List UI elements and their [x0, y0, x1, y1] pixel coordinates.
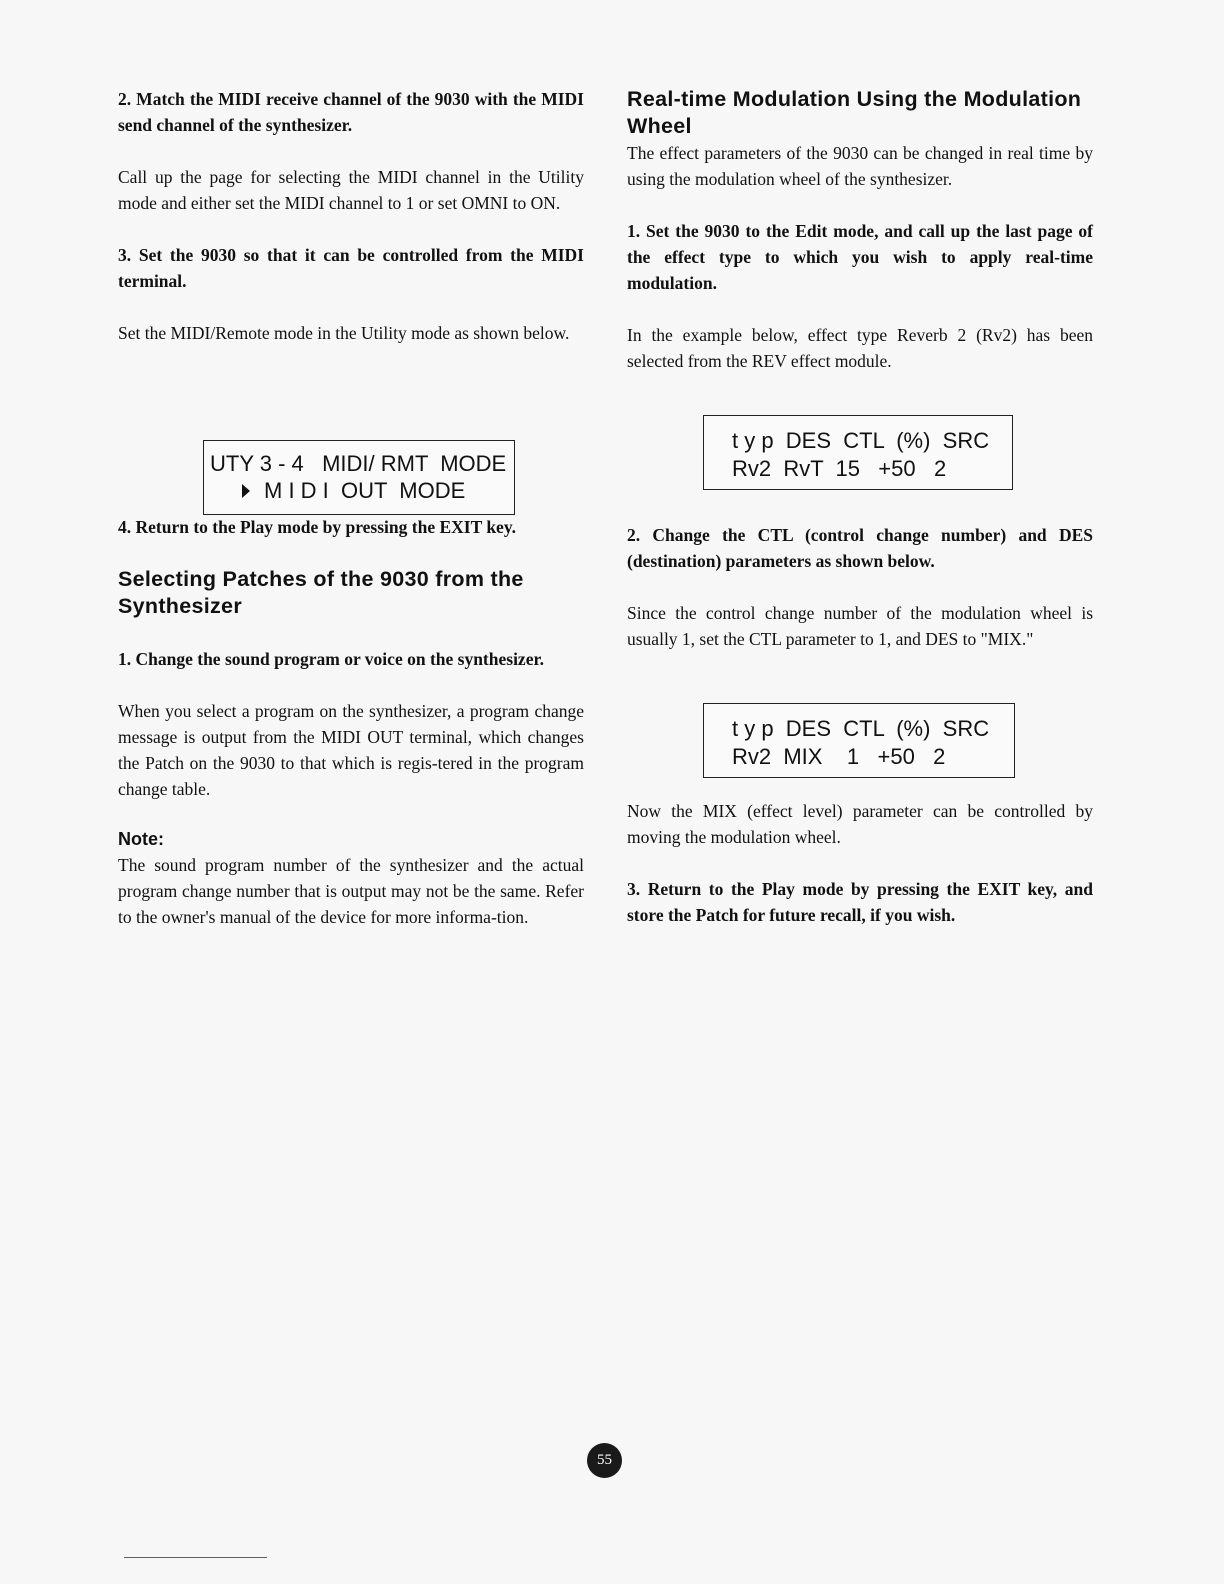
lcd-utility-line-2: M I D I OUT MODE — [264, 478, 466, 503]
section-title-selecting-patches: Selecting Patches of the 9030 from the Synthesizer — [118, 567, 524, 618]
step-3-title: 3. Set the 9030 so that it can be controlled from the MIDI terminal. — [118, 245, 584, 291]
modulation-intro: The effect parameters of the 9030 can be changed in real time by using the modulation wheel of the synthesizer. — [627, 143, 1093, 189]
selecting-step-1-title: 1. Change the sound program or voice on the synthesizer. — [118, 649, 545, 669]
step-4-title: 4. Return to the Play mode by pressing the EXIT key. — [118, 517, 516, 537]
page-number-badge: 55 — [587, 1443, 622, 1478]
section-title-real-time-modulation: Real-time Modulation Using the Modulation Wheel — [627, 87, 1082, 138]
lcd-display-reverb-before — [703, 415, 1013, 490]
mix-control-body: Now the MIX (effect level) parameter can be controlled by moving the modulation wheel. — [627, 801, 1093, 847]
note-body: The sound program number of the synthesizer and the actual program change number that is output may not be the same. Refer to the owner's manual of the device for more informa-tion. — [118, 855, 584, 927]
step-3-body: Set the MIDI/Remote mode in the Utility mode as shown below. — [118, 323, 570, 343]
modulation-step-1-title: 1. Set the 9030 to the Edit mode, and call up the last page of the effect type to which you wish to apply real-time modulation. — [627, 221, 1093, 293]
modulation-step-1-body: In the example below, effect type Reverb 2 (Rv2) has been selected from the REV effect module. — [627, 325, 1093, 371]
lcd-a-line-2: Rv2 RvT 15 +50 2 — [732, 456, 947, 481]
modulation-step-3-title: 3. Return to the Play mode by pressing the EXIT key, and store the Patch for future recall, if you wish. — [627, 879, 1093, 925]
lcd-display-reverb-after — [703, 703, 1015, 778]
lcd-display-utility — [203, 440, 515, 515]
modulation-step-2-body: Since the control change number of the modulation wheel is usually 1, set the CTL parameter to 1, and DES to "MIX." — [627, 603, 1093, 649]
footer-rule — [124, 1557, 267, 1558]
lcd-utility-line-1: UTY 3 - 4 MIDI/ RMT MODE — [210, 451, 507, 476]
modulation-step-2-title: 2. Change the CTL (control change number) and DES (destination) parameters as shown below. — [627, 525, 1093, 571]
lcd-a-line-1: t y p DES CTL (%) SRC — [732, 428, 990, 453]
lcd-utility-line-2-wrap — [242, 478, 465, 504]
selecting-step-1-body: When you select a program on the synthesizer, a program change message is output from the MIDI OUT terminal, which changes the Patch on the 9030 to that which is regis-tered in the program change table. — [118, 701, 584, 799]
lcd-b-line-2: Rv2 MIX 1 +50 2 — [732, 744, 946, 769]
triangle-cursor-icon — [242, 484, 250, 498]
note-title: Note: — [118, 829, 164, 849]
step-2-body: Call up the page for selecting the MIDI channel in the Utility mode and either set the MIDI channel to 1 or set OMNI to ON. — [118, 167, 584, 213]
step-2-title: 2. Match the MIDI receive channel of the 9030 with the MIDI send channel of the synthesizer. — [118, 89, 584, 135]
lcd-b-line-1: t y p DES CTL (%) SRC — [732, 716, 990, 741]
right-column — [627, 86, 1093, 928]
